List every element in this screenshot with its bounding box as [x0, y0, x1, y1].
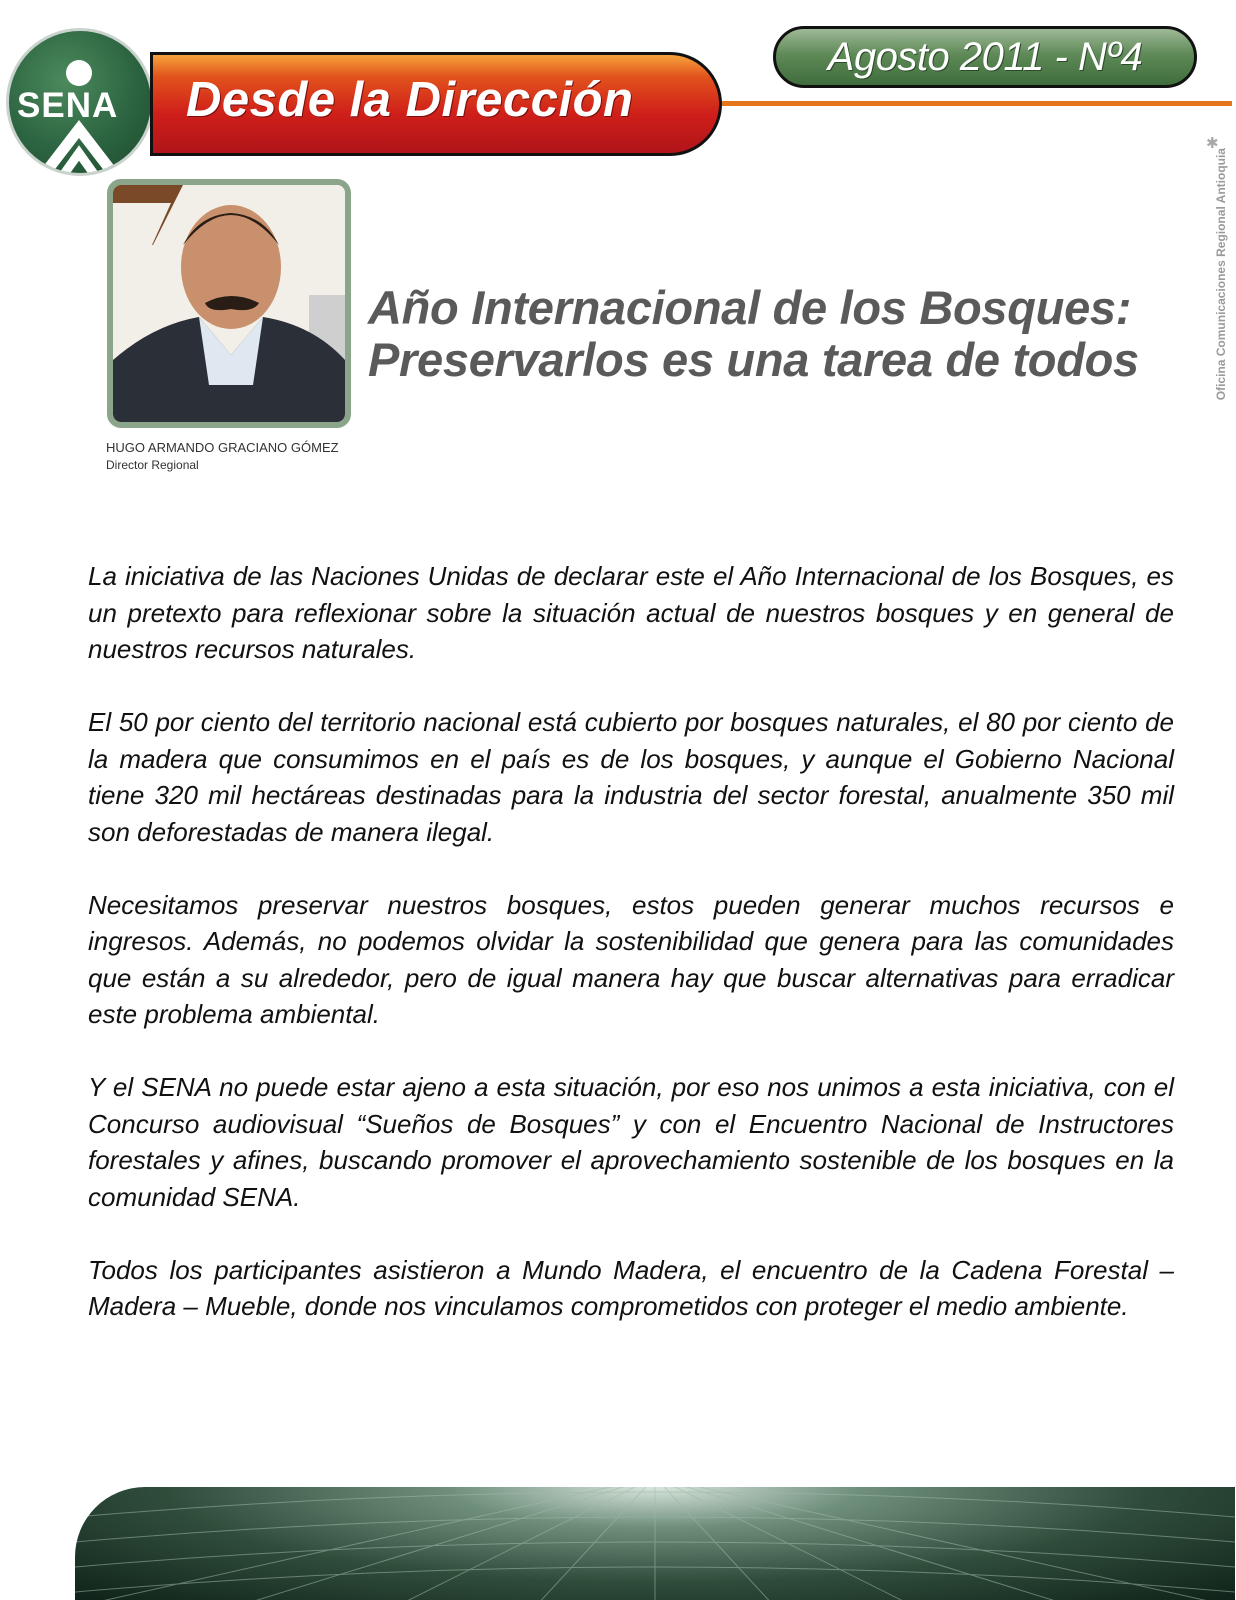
article-title [368, 282, 1208, 386]
director-photo [107, 179, 351, 428]
paragraph: Necesitamos preservar nuestros bosques, estos pueden generar muchos recursos e ingresos. Además, no podemos olvidar la sostenibilidad que genera para las comunidades que están a su alrededor, pero de igual manera hay que buscar alternativas para erradicar este problema ambiental. [88, 889, 1174, 1029]
paragraph: La iniciativa de las Naciones Unidas de declarar este el Año Internacional de los Bosques, es un pretexto para reflexionar sobre la situación actual de nuestros bosques y en general de nuestros recursos naturales. [88, 561, 1174, 664]
portrait-illustration [113, 185, 345, 422]
section-title: Desde la Dirección [186, 73, 634, 127]
logo-text: SENA [17, 86, 119, 125]
issue-badge [773, 26, 1197, 88]
footer-grid-pattern [75, 1487, 1235, 1600]
paragraph: El 50 por ciento del territorio nacional está cubierto por bosques naturales, el 80 por ciento de la madera que consumimos en el país es de los bosques, y aunque el Gobierno Nacional tiene 320 mil hectáreas destinadas para la industria del sector forestal, anualmente 350 mil son deforestadas de manera ilegal. [88, 707, 1174, 847]
article-title-line-1: Año Internacional de los Bosques: [368, 281, 1132, 334]
paragraph: Todos los participantes asistieron a Mundo Madera, el encuentro de la Cadena Forestal – Madera – Mueble, donde nos vinculamos comprometidos con proteger el medio ambiente. [88, 1254, 1174, 1321]
article-title-line-2: Preservarlos es una tarea de todos [368, 333, 1139, 386]
star-icon: ✱ [1206, 134, 1219, 152]
side-credit: Oficina Comunicaciones Regional Antioquia [1214, 148, 1228, 401]
director-name: HUGO ARMANDO GRACIANO GÓMEZ [106, 440, 339, 455]
sena-logo [6, 28, 154, 176]
footer-decoration [75, 1487, 1235, 1600]
director-role: Director Regional [106, 458, 199, 472]
header-divider [722, 101, 1232, 106]
paragraph: Y el SENA no puede estar ajeno a esta situación, por eso nos unimos a esta iniciativa, con el Concurso audiovisual “Sueños de Bosques” y con el Encuentro Nacional de Instructores forestales y afines, buscando promover el aprovechamiento sostenible de los bosques en la comunidad SENA. [88, 1072, 1174, 1212]
article-body [88, 558, 1174, 1361]
issue-label: Agosto 2011 - Nº4 [827, 35, 1143, 79]
